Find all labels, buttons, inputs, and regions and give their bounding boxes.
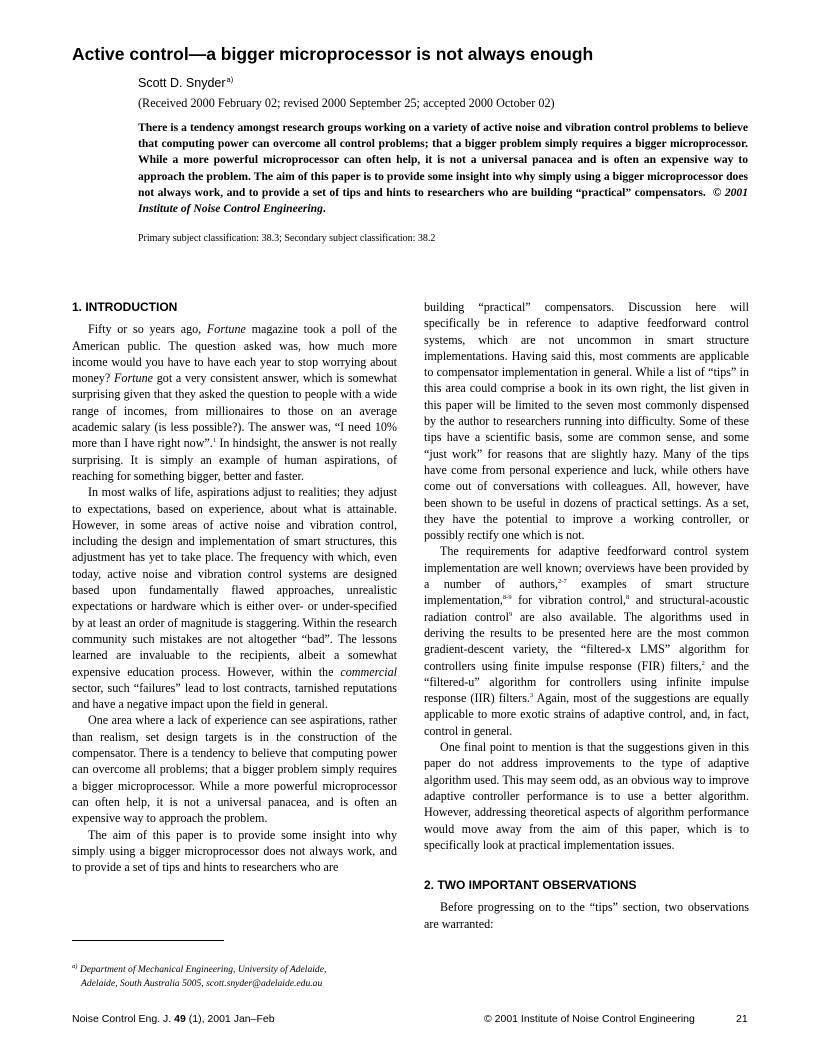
subject-classification: Primary subject classification: 38.3; Secondary subject classification: 38.2 bbox=[138, 233, 436, 244]
section-gap bbox=[424, 853, 749, 877]
reference-marker: 1 bbox=[212, 437, 217, 445]
footnote-line-2: Adelaide, South Australia 5005, scott.snyder@adelaide.edu.au bbox=[81, 978, 323, 990]
journal-name: Noise Control Eng. J. bbox=[72, 1013, 175, 1025]
column-left bbox=[72, 299, 397, 875]
text-run: magazine took a poll of the American public. The question asked was, how much more income would you have to have each year to stop worrying about money? bbox=[72, 322, 397, 386]
affiliation-footnote bbox=[72, 960, 402, 991]
text-run: sector, such “failures” lead to lost contracts, tarnished reputations and have a negative impact upon the field in general. bbox=[72, 680, 397, 712]
reference-marker: 3 bbox=[529, 692, 534, 700]
paper-title: Active control—a bigger microprocessor is not always enough bbox=[72, 44, 594, 64]
italic-fortune: Fortune bbox=[206, 322, 246, 337]
abstract-text: There is a tendency amongst research groups working on a variety of active noise and vibration control problems to believe that computing power can overcome all control problems; that a bigger problem simply requires a bigger microprocessor. While a more powerful microprocessor can often help, it is not a universal panacea and is often an expensive way to approach the problem. The aim of this paper is to provide some insight into why simply using a bigger microprocessor does not always work, and to provide a set of tips and hints to researchers who are building “practical” compensators. bbox=[138, 121, 748, 199]
intro-paragraph-7: One final point to mention is that the suggestions given in this paper do not address improvements to the type of adaptive algorithm used. This may seem odd, as an obvious way to improve adaptive controller performance is to use a better algorithm. However, addressing theoretical aspects of algorithm performance would move away from the aim of this paper, which is to specifically look at practical implementation issues. bbox=[424, 740, 749, 852]
observations-paragraph-1: Before progressing on to the “tips” section, two observations are warranted: bbox=[424, 900, 749, 931]
section-heading-observations: 2. TWO IMPORTANT OBSERVATIONS bbox=[424, 878, 637, 893]
text-run: examples of smart structure implementation, bbox=[424, 577, 749, 608]
column-right bbox=[424, 299, 749, 932]
journal-volume: 49 bbox=[174, 1013, 186, 1025]
intro-paragraph-1 bbox=[72, 321, 397, 484]
reference-marker: 8-9 bbox=[502, 594, 512, 602]
footnote-mark: a) bbox=[72, 963, 78, 970]
intro-paragraph-2 bbox=[72, 484, 397, 712]
abstract-copyright: © 2001 Institute of Noise Control Engineering bbox=[138, 185, 749, 216]
intro-paragraph-6 bbox=[424, 543, 749, 739]
text-run: In hindsight, the answer is not really surprising. It is simply an example of human aspirations, of reaching for something bigger, better and faster. bbox=[72, 436, 397, 483]
received-dates: (Received 2000 February 02; revised 2000 September 25; accepted 2000 October 02) bbox=[138, 96, 555, 110]
footer-journal bbox=[72, 1013, 275, 1025]
text-run: and structural-acoustic radiation control bbox=[424, 593, 749, 624]
footnote-line-1: Department of Mechanical Engineering, University of Adelaide, bbox=[77, 964, 327, 976]
reference-marker: 2-7 bbox=[558, 578, 567, 586]
text-run: The requirements for adaptive feedforward control system implementation are well known; overviews have been provided by a number of authors, bbox=[424, 544, 749, 592]
reference-marker: 2 bbox=[701, 659, 705, 667]
text-run: are also available. The algorithms used in deriving the results to be presented here are the most common gradient-descent variety, the “filtered-x LMS” algorithm for controllers using finite impulse response (FIR) filters, bbox=[424, 609, 749, 673]
reference-marker: 9 bbox=[508, 610, 513, 618]
footnote-rule bbox=[72, 940, 224, 941]
journal-issue: (1), 2001 Jan–Feb bbox=[185, 1013, 275, 1025]
text-run: In most walks of life, aspirations adjust to realities; they adjust to expectations, based on experience, about what is attainable. However, in some areas of active noise and vibration control, including the design and implementation of smart structures, this adjustment has yet to take place. The frequency with which, even today, active noise and vibration control systems are designed based upon fundamentally flawed approaches, unrealistic expectations or hardware which is either over- or under-specified by at least an order of magnitude is staggering. Within the research community such mistakes are not altogether “bad”. The lessons learned are invaluable to the recipients, albeit a somewhat expensive education process. However, within the bbox=[72, 485, 397, 679]
section-heading-introduction: 1. INTRODUCTION bbox=[72, 300, 178, 314]
text-run: and the “filtered-u” algorithm for controllers using infinite impulse response (IIR) filters. bbox=[424, 658, 749, 706]
page-number: 21 bbox=[736, 1013, 748, 1025]
italic-fortune: Fortune bbox=[114, 371, 153, 386]
text-run: Again, most of the suggestions are equally applicable to more exotic strains of adaptive control, and, in fact, control in general. bbox=[424, 691, 749, 738]
reference-marker: 8 bbox=[626, 594, 630, 602]
author-name: Scott D. Snyder bbox=[138, 76, 226, 91]
footer-copyright: © 2001 Institute of Noise Control Engineering bbox=[484, 1013, 695, 1025]
intro-paragraph-3: One area where a lack of experience can see aspirations, rather than realism, set design targets is in the construction of the compensator. There is a tendency to believe that computing power can overcome all problems; that a bigger problem simply requires a bigger microprocessor. While a more powerful microprocessor can often help, it is not a universal panacea, and is often an expensive way to approach the problem. bbox=[72, 713, 397, 826]
author-affiliation-mark: a) bbox=[226, 75, 234, 84]
text-run: got a very consistent answer, which is somewhat surprising given that they asked the question to people with a wide range of incomes, from millionaires to those on an average academic salary (is less possible?). The answer was, “I need 10% more than I have right now”. bbox=[72, 371, 397, 451]
intro-paragraph-5: building “practical” compensators. Discussion here will specifically be in reference to adaptive feedforward control systems, which are not uncommon in smart structure implementations. Having said this, most comments are applicable to compensator implementation in general. While a list of “tips” in this area could comprise a book in its own right, the list given in this paper will be limited to the seven most commonly dispensed by the author to researchers running into difficulty. Some of these tips have a scientific basis, some are common sense, and some “just work” for reasons that are slightly hazy. Many of the tips have come from personal experience and luck, while others have come out of conversations with colleagues. All, however, have been shown to be useful in dozens of practical settings. As a set, they have the potential to improve a working controller, or possibly rectify one which is not. bbox=[424, 300, 749, 543]
abstract: There is a tendency amongst research groups working on a variety of active noise and vibration control problems to believe that computing power can overcome all control problems; that a bigger problem simply requires a bigger microprocessor. While a more powerful microprocessor can often help, it is not a universal panacea and is often an expensive way to approach the problem. The aim of this paper is to provide some insight into why simply using a bigger microprocessor does not always work, and to provide a set of tips and hints to researchers who are building “practical” compensators. © 2001 Institute of Noise Control Engineering. bbox=[138, 121, 749, 216]
italic-commercial: commercial bbox=[340, 664, 397, 679]
text-run: Fifty or so years ago, bbox=[88, 322, 207, 337]
text-run: for vibration control, bbox=[511, 593, 627, 608]
author-line bbox=[138, 75, 233, 90]
intro-paragraph-4: The aim of this paper is to provide some insight into why simply using a bigger microprocessor does not always work, and to provide a set of tips and hints to researchers who are bbox=[72, 827, 397, 875]
